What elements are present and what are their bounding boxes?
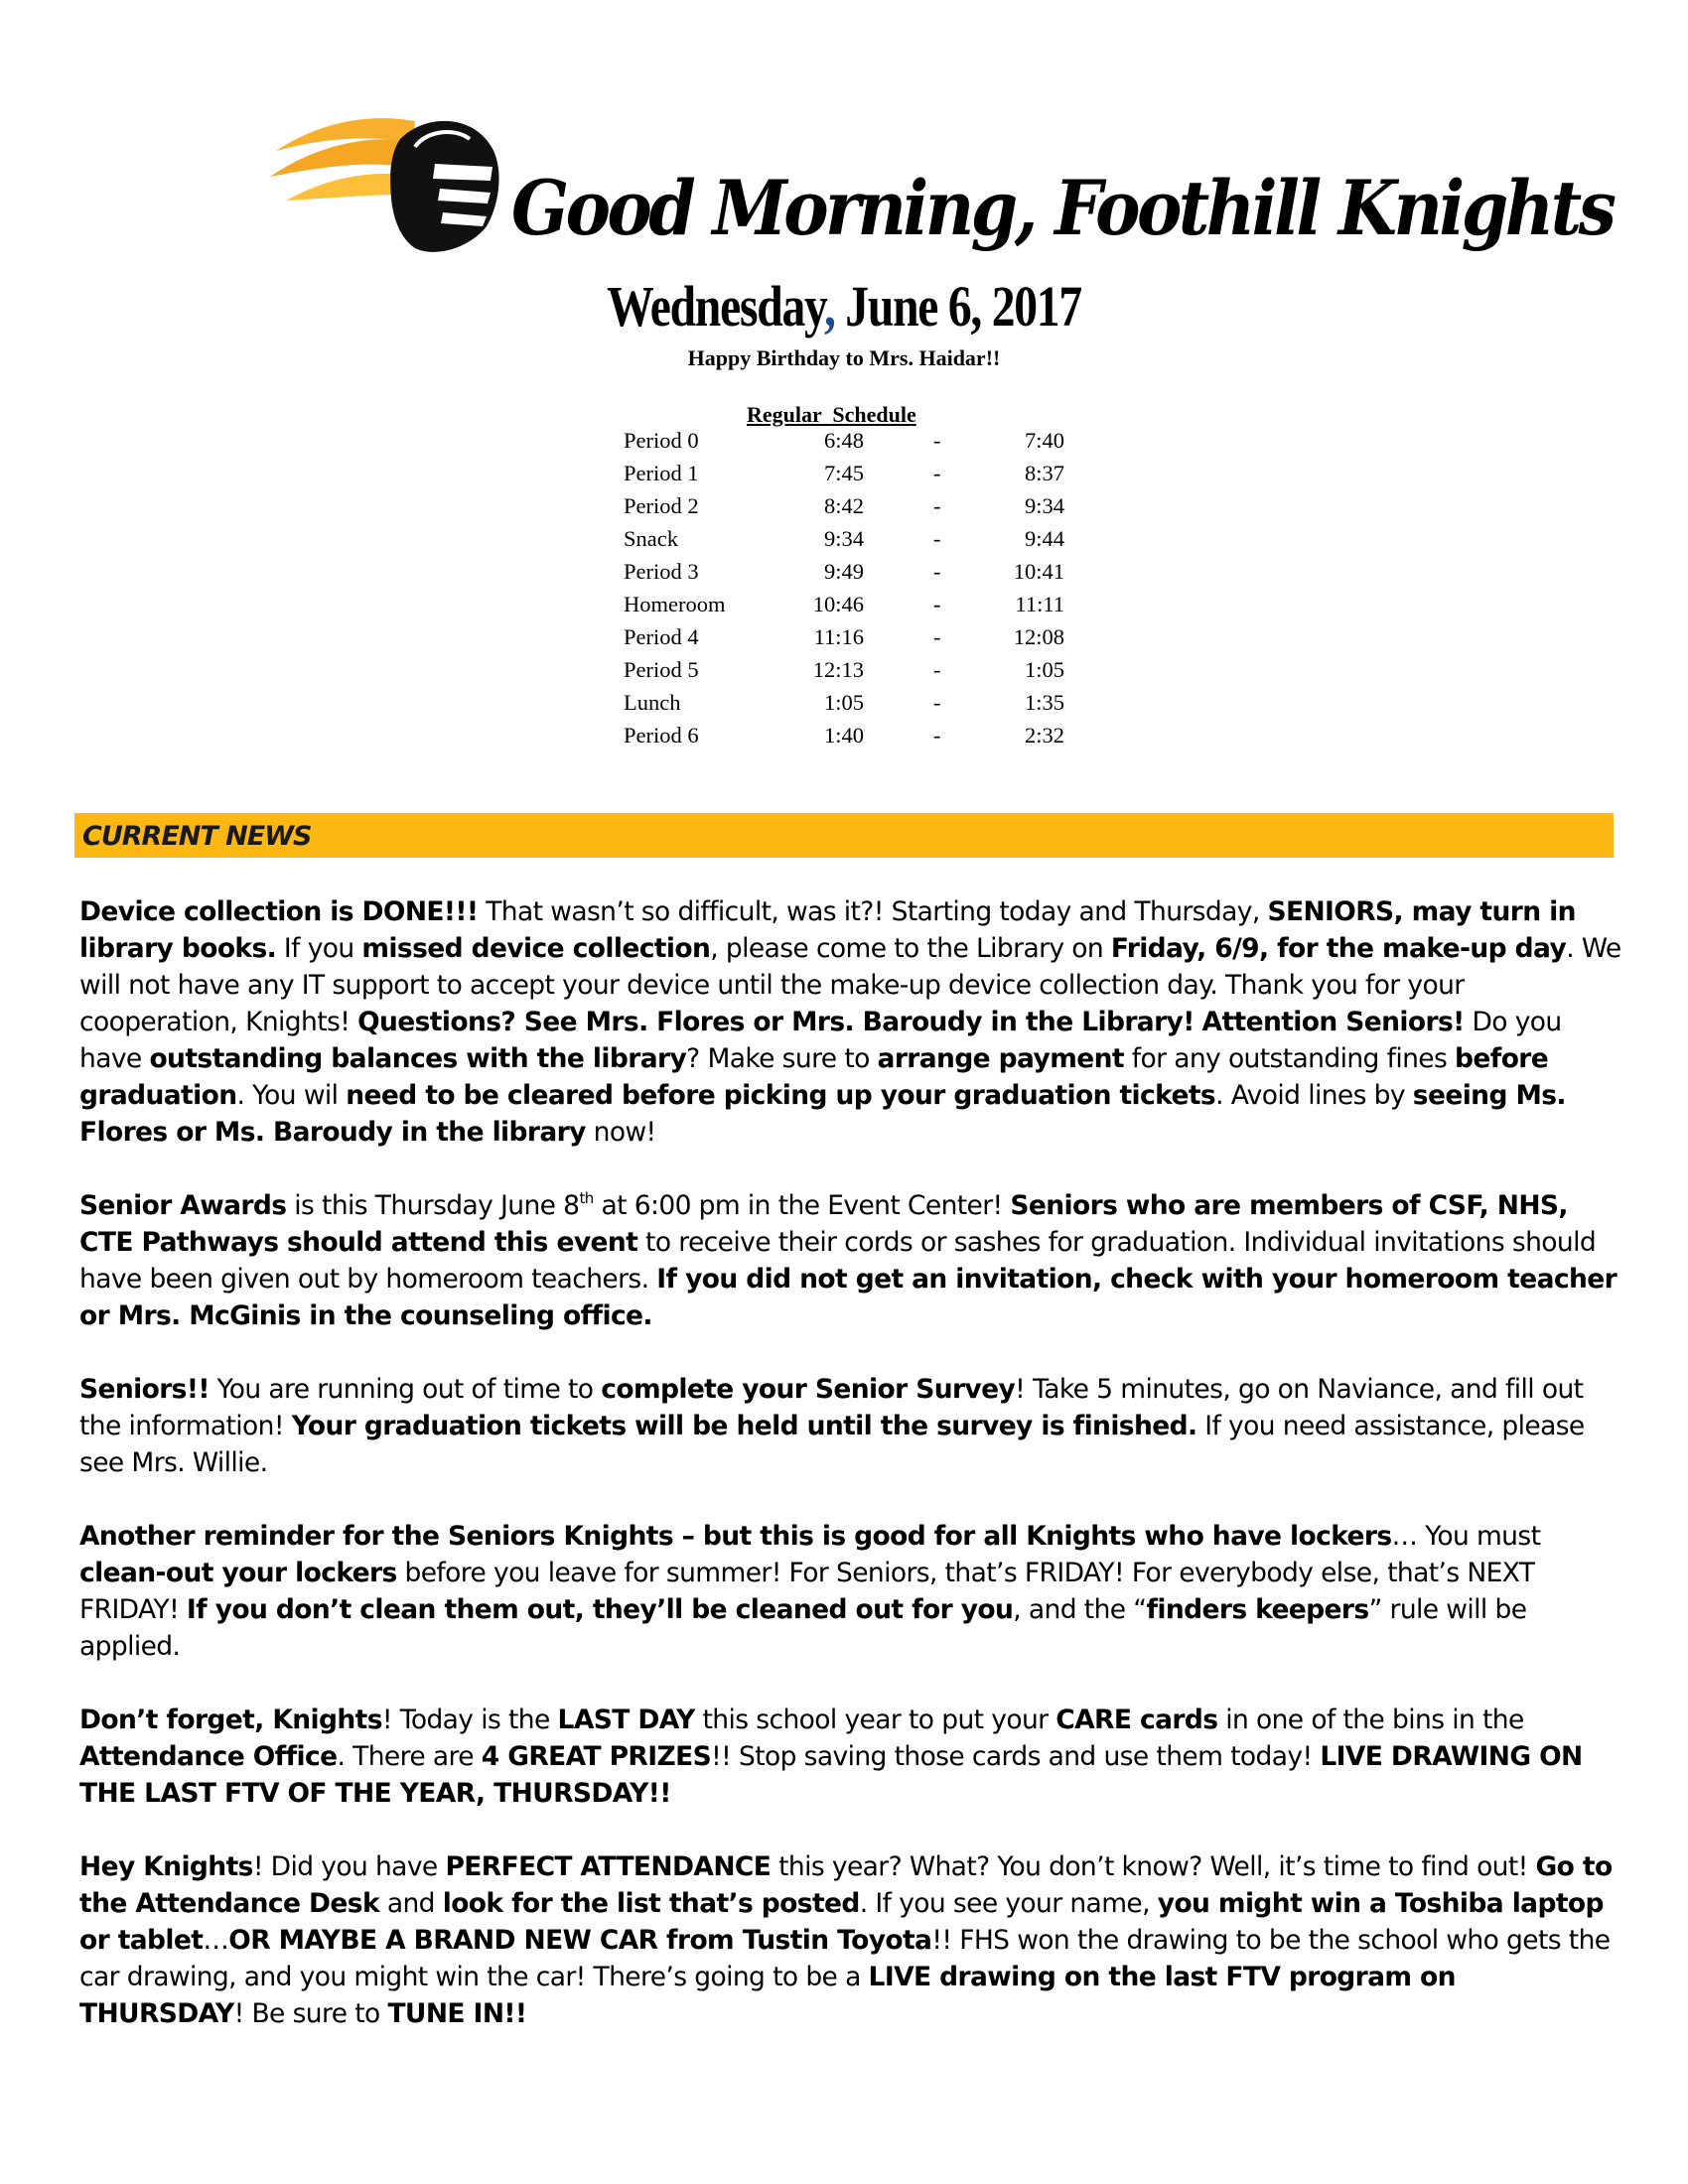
schedule-dash: -	[933, 428, 941, 453]
news-text: to receive their cords or sashes for graduation. Individual invitations should have been given out by homeroom teachers.	[79, 1227, 1597, 1295]
news-emphasis: LIVE DRAWING ON THE LAST FTV OF THE YEAR, THURSDAY!!	[79, 1741, 1583, 1809]
news-text: is this Thursday June 8	[286, 1190, 580, 1221]
news-emphasis: CARE cards	[1055, 1705, 1218, 1735]
schedule-end-time: 11:11	[1015, 592, 1064, 616]
schedule-start-time: 6:48	[823, 428, 864, 453]
schedule-period-name: Lunch	[624, 690, 681, 715]
news-emphasis: If you did not get an invitation, check with your homeroom teacher or Mrs. McGinis in the counseling office.	[79, 1264, 1618, 1331]
news-emphasis: Don’t forget, Knights	[79, 1705, 382, 1735]
news-emphasis: Hey Knights	[79, 1851, 253, 1882]
news-emphasis: 4 GREAT PRIZES	[481, 1741, 712, 1772]
schedule-row	[624, 559, 1090, 592]
schedule-row	[624, 723, 1090, 755]
schedule-start-time: 11:16	[813, 624, 864, 649]
news-emphasis: you might win a Toshiba laptop or tablet	[79, 1888, 1604, 1956]
schedule-start-time: 9:34	[823, 526, 864, 551]
schedule-end-time: 8:37	[1024, 461, 1064, 485]
news-text: … You must	[1391, 1521, 1541, 1552]
news-text: this school year to put your	[694, 1705, 1056, 1735]
news-text: and	[379, 1888, 443, 1919]
news-emphasis: Device collection is DONE!!!	[79, 896, 479, 927]
news-text: at 6:00 pm in the Event Center!	[593, 1190, 1011, 1221]
news-text: ! Take 5 minutes, go on Naviance, and fill out the information!	[79, 1374, 1584, 1441]
schedule-dash: -	[933, 592, 941, 616]
schedule-end-time: 12:08	[1013, 624, 1064, 649]
news-emphasis: Attention Seniors!	[1201, 1007, 1465, 1037]
news-emphasis: missed device collection	[361, 933, 711, 964]
news-text: this year? What? You don’t know? Well, it’s time to find out!	[771, 1851, 1536, 1882]
news-text: . If you see your name,	[859, 1888, 1158, 1919]
news-text: You are running out of time to	[209, 1374, 602, 1405]
news-emphasis: outstanding balances with the library	[149, 1043, 687, 1074]
news-text: before you leave for summer! For Seniors, that’s FRIDAY! For everybody else, that’s NEXT FRIDAY!	[79, 1558, 1535, 1625]
news-emphasis: PERFECT ATTENDANCE	[445, 1851, 772, 1882]
news-emphasis: Friday, 6/9, for the make-up day	[1110, 933, 1567, 964]
schedule-start-time: 12:13	[812, 657, 864, 682]
news-text: . Avoid lines by	[1215, 1080, 1413, 1111]
news-text: th	[579, 1189, 594, 1207]
schedule-dash: -	[933, 657, 941, 682]
news-emphasis: SENIORS, may turn in library books.	[79, 896, 1576, 964]
news-item	[79, 1371, 1628, 1481]
news-text: ! Today is the	[381, 1705, 558, 1735]
knight-helmet-icon	[266, 109, 514, 263]
news-emphasis: arrange payment	[877, 1043, 1124, 1074]
schedule-row	[624, 461, 1090, 493]
schedule-period-name: Period 6	[624, 723, 699, 748]
schedule-period-name: Period 2	[624, 493, 699, 518]
current-news-header	[74, 813, 1614, 858]
page-headline: Good Morning, Foothill Knights	[511, 164, 1614, 253]
schedule-start-time: 9:49	[823, 559, 864, 584]
news-emphasis: Attendance Office	[79, 1741, 338, 1772]
schedule-row	[624, 690, 1090, 723]
news-emphasis: Seniors who are members of CSF, NHS, CTE Pathways should attend this event	[79, 1190, 1568, 1258]
news-emphasis: complete your Senior Survey	[601, 1374, 1016, 1405]
news-text: !! Stop saving those cards and use them today!	[711, 1741, 1321, 1772]
schedule-period-name: Period 0	[624, 428, 699, 453]
news-text	[1195, 1007, 1202, 1037]
knight-logo	[266, 109, 514, 263]
schedule-dash: -	[933, 526, 941, 551]
news-text: !! FHS won the drawing to be the school who gets the car drawing, and you might win the car! There’s going to be a	[79, 1925, 1611, 1992]
schedule-start-time: 10:46	[812, 592, 864, 616]
schedule-end-time: 2:32	[1024, 723, 1064, 748]
news-emphasis: clean-out your lockers	[79, 1558, 397, 1588]
news-emphasis: Another reminder for the Seniors Knights – but this is good for all Knights who have lockers	[79, 1521, 1392, 1552]
schedule-period-name: Period 3	[624, 559, 699, 584]
schedule-period-name: Snack	[624, 526, 678, 551]
news-text: If you	[276, 933, 362, 964]
news-emphasis: OR MAYBE A BRAND NEW CAR from Tustin Toyota	[228, 1925, 932, 1956]
news-emphasis: seeing Ms. Flores or Ms. Baroudy in the library	[79, 1080, 1566, 1148]
schedule-period-name: Period 5	[624, 657, 699, 682]
schedule-end-time: 1:05	[1024, 657, 1064, 682]
news-text: for any outstanding fines	[1123, 1043, 1456, 1074]
news-emphasis: LIVE drawing on the last FTV program on THURSDAY	[79, 1962, 1456, 2029]
news-text: If you need assistance, please see Mrs. Willie.	[79, 1411, 1585, 1478]
news-body	[79, 893, 1628, 2069]
schedule-title: Regular Schedule	[747, 402, 916, 427]
schedule-start-time: 1:05	[823, 690, 864, 715]
schedule-row	[624, 493, 1090, 526]
schedule-start-time: 7:45	[823, 461, 864, 485]
schedule-dash: -	[933, 559, 941, 584]
date-day: Wednesday	[607, 274, 824, 339]
news-text: now!	[585, 1117, 656, 1148]
news-text: That wasn’t so difficult, was it?! Starting today and Thursday,	[478, 896, 1268, 927]
news-text: ! Did you have	[252, 1851, 446, 1882]
news-item	[79, 1187, 1628, 1334]
schedule-period-name: Period 1	[624, 461, 699, 485]
news-text: . There are	[337, 1741, 482, 1772]
news-text: . We will not have any IT support to accept your device until the make-up device collection day. Thank you for your cooperation, Knights!	[79, 933, 1621, 1037]
news-item	[79, 893, 1628, 1151]
page-date	[152, 274, 1536, 339]
news-text: , please come to the Library on	[710, 933, 1111, 964]
news-text: . You wil	[236, 1080, 347, 1111]
schedule-start-time: 8:42	[823, 493, 864, 518]
schedule-end-time: 10:41	[1013, 559, 1064, 584]
news-emphasis: LAST DAY	[557, 1705, 695, 1735]
schedule-end-time: 7:40	[1024, 428, 1064, 453]
schedule-period-name: Homeroom	[624, 592, 726, 616]
news-item	[79, 1848, 1628, 2032]
schedule-row	[624, 624, 1090, 657]
schedule-row	[624, 428, 1090, 461]
news-emphasis: If you don’t clean them out, they’ll be cleaned out for you	[186, 1594, 1014, 1625]
news-emphasis: Go to the Attendance Desk	[79, 1851, 1613, 1919]
schedule-end-time: 1:35	[1024, 690, 1064, 715]
news-item	[79, 1702, 1628, 1812]
schedule-end-time: 9:34	[1024, 493, 1064, 518]
news-text: ! Be sure to	[233, 1998, 388, 2029]
news-emphasis: Your graduation tickets will be held until the survey is finished.	[291, 1411, 1197, 1441]
news-emphasis: finders keepers	[1146, 1594, 1369, 1625]
news-emphasis: look for the list that’s posted	[442, 1888, 860, 1919]
news-emphasis: Questions? See Mrs. Flores or Mrs. Baroudy in the Library!	[357, 1007, 1195, 1037]
schedule-row	[624, 526, 1090, 559]
news-emphasis: TUNE IN!!	[387, 1998, 527, 2029]
news-text: …	[203, 1925, 229, 1956]
schedule-row	[624, 592, 1090, 624]
news-item	[79, 1518, 1628, 1665]
schedule-period-name: Period 4	[624, 624, 699, 649]
birthday-message: Happy Birthday to Mrs. Haidar!!	[687, 345, 1001, 370]
news-text: ? Make sure to	[686, 1043, 878, 1074]
news-text: , and the “	[1013, 1594, 1147, 1625]
news-text: in one of the bins in the	[1217, 1705, 1524, 1735]
news-emphasis: Senior Awards	[79, 1190, 287, 1221]
news-emphasis: need to be cleared before picking up your graduation tickets	[346, 1080, 1216, 1111]
current-news-title: CURRENT NEWS	[82, 821, 312, 852]
date-comma: ,	[823, 274, 835, 339]
news-emphasis: Seniors!!	[79, 1374, 210, 1405]
schedule-row	[624, 657, 1090, 690]
schedule-dash: -	[933, 723, 941, 748]
schedule-start-time: 1:40	[823, 723, 864, 748]
news-emphasis: before graduation	[79, 1043, 1549, 1111]
schedule-table	[624, 428, 1090, 755]
date-rest: June 6, 2017	[845, 274, 1081, 339]
schedule-end-time: 9:44	[1024, 526, 1064, 551]
news-text: ” rule will be applied.	[79, 1594, 1527, 1662]
schedule-dash: -	[933, 624, 941, 649]
schedule-dash: -	[933, 690, 941, 715]
schedule-dash: -	[933, 493, 941, 518]
schedule-dash: -	[933, 461, 941, 485]
news-text: Do you have	[79, 1007, 1562, 1074]
